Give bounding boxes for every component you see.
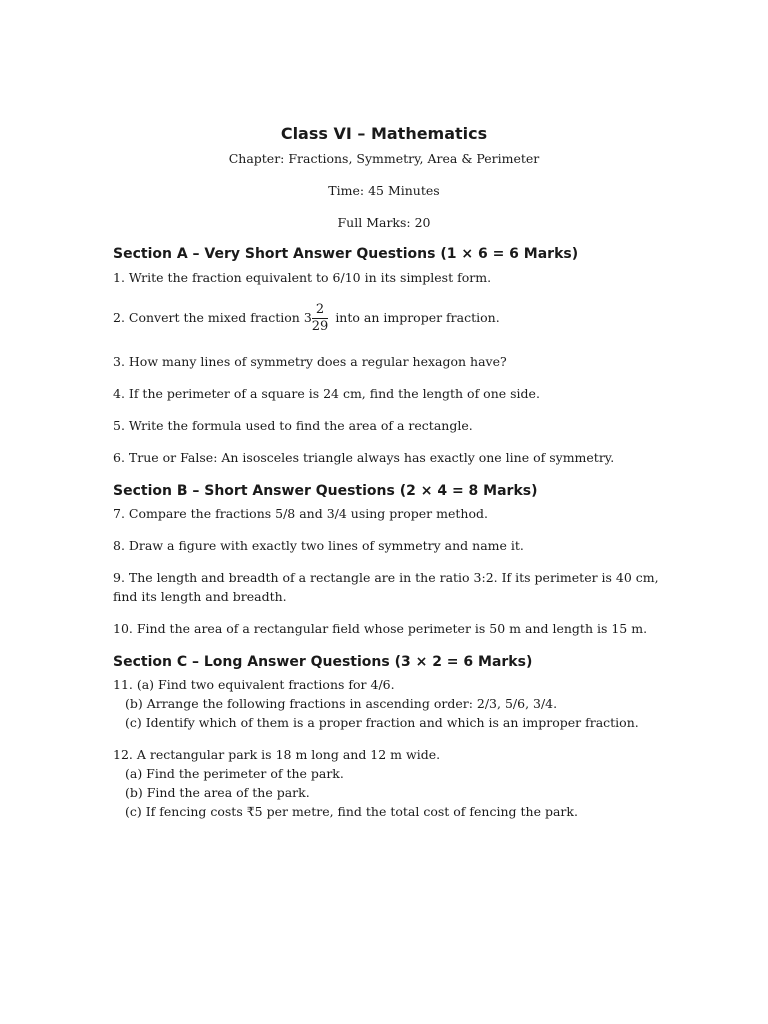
question-12-a: (a) Find the perimeter of the park. [125, 766, 344, 781]
question-11-a: 11. (a) Find two equivalent fractions for 4/6. [113, 677, 395, 692]
section-c-heading: Section C – Long Answer Questions (3 × 2 = 6 Marks) [113, 654, 533, 670]
time-line: Time: 45 Minutes [328, 183, 440, 198]
question-12-c: (c) If fencing costs ₹5 per metre, find the total cost of fencing the park. [125, 804, 578, 819]
question-3: 3. How many lines of symmetry does a regular hexagon have? [113, 354, 507, 369]
question-12 [113, 745, 673, 821]
full-marks-line: Full Marks: 20 [337, 215, 431, 230]
question-9: 9. The length and breadth of a rectangle are in the ratio 3:2. If its perimeter is 40 cm, find its length and breadth. [113, 570, 659, 604]
question-2-suffix: into an improper fraction. [335, 310, 500, 325]
question-7: 7. Compare the fractions 5/8 and 3/4 using proper method. [113, 506, 488, 521]
question-5: 5. Write the formula used to find the area of a rectangle. [113, 418, 473, 433]
question-8: 8. Draw a figure with exactly two lines of symmetry and name it. [113, 538, 524, 553]
question-11 [113, 675, 673, 732]
section-a-heading: Section A – Very Short Answer Questions (1 × 6 = 6 Marks) [113, 246, 579, 262]
question-4: 4. If the perimeter of a square is 24 cm, find the length of one side. [113, 386, 540, 401]
section-b-heading: Section B – Short Answer Questions (2 × 4 = 8 Marks) [113, 483, 538, 499]
question-12-stem: 12. A rectangular park is 18 m long and 12 m wide. [113, 747, 441, 762]
question-2-prefix: 2. Convert the mixed fraction 3 [113, 310, 312, 325]
question-6: 6. True or False: An isosceles triangle always has exactly one line of symmetry. [113, 450, 615, 465]
fraction-numerator: 2 [312, 303, 328, 319]
question-12-b: (b) Find the area of the park. [125, 785, 310, 800]
question-2 [113, 303, 673, 334]
mixed-fraction [312, 303, 329, 334]
question-11-b: (b) Arrange the following fractions in ascending order: 2/3, 5/6, 3/4. [125, 696, 558, 711]
fraction-denominator: 29 [311, 319, 329, 334]
chapter-line: Chapter: Fractions, Symmetry, Area & Perimeter [228, 151, 540, 166]
question-1: 1. Write the fraction equivalent to 6/10 in its simplest form. [113, 270, 492, 285]
page-title: Class VI – Mathematics [280, 124, 488, 143]
question-11-c: (c) Identify which of them is a proper fraction and which is an improper fraction. [125, 715, 639, 730]
question-10: 10. Find the area of a rectangular field whose perimeter is 50 m and length is 15 m. [113, 621, 648, 636]
